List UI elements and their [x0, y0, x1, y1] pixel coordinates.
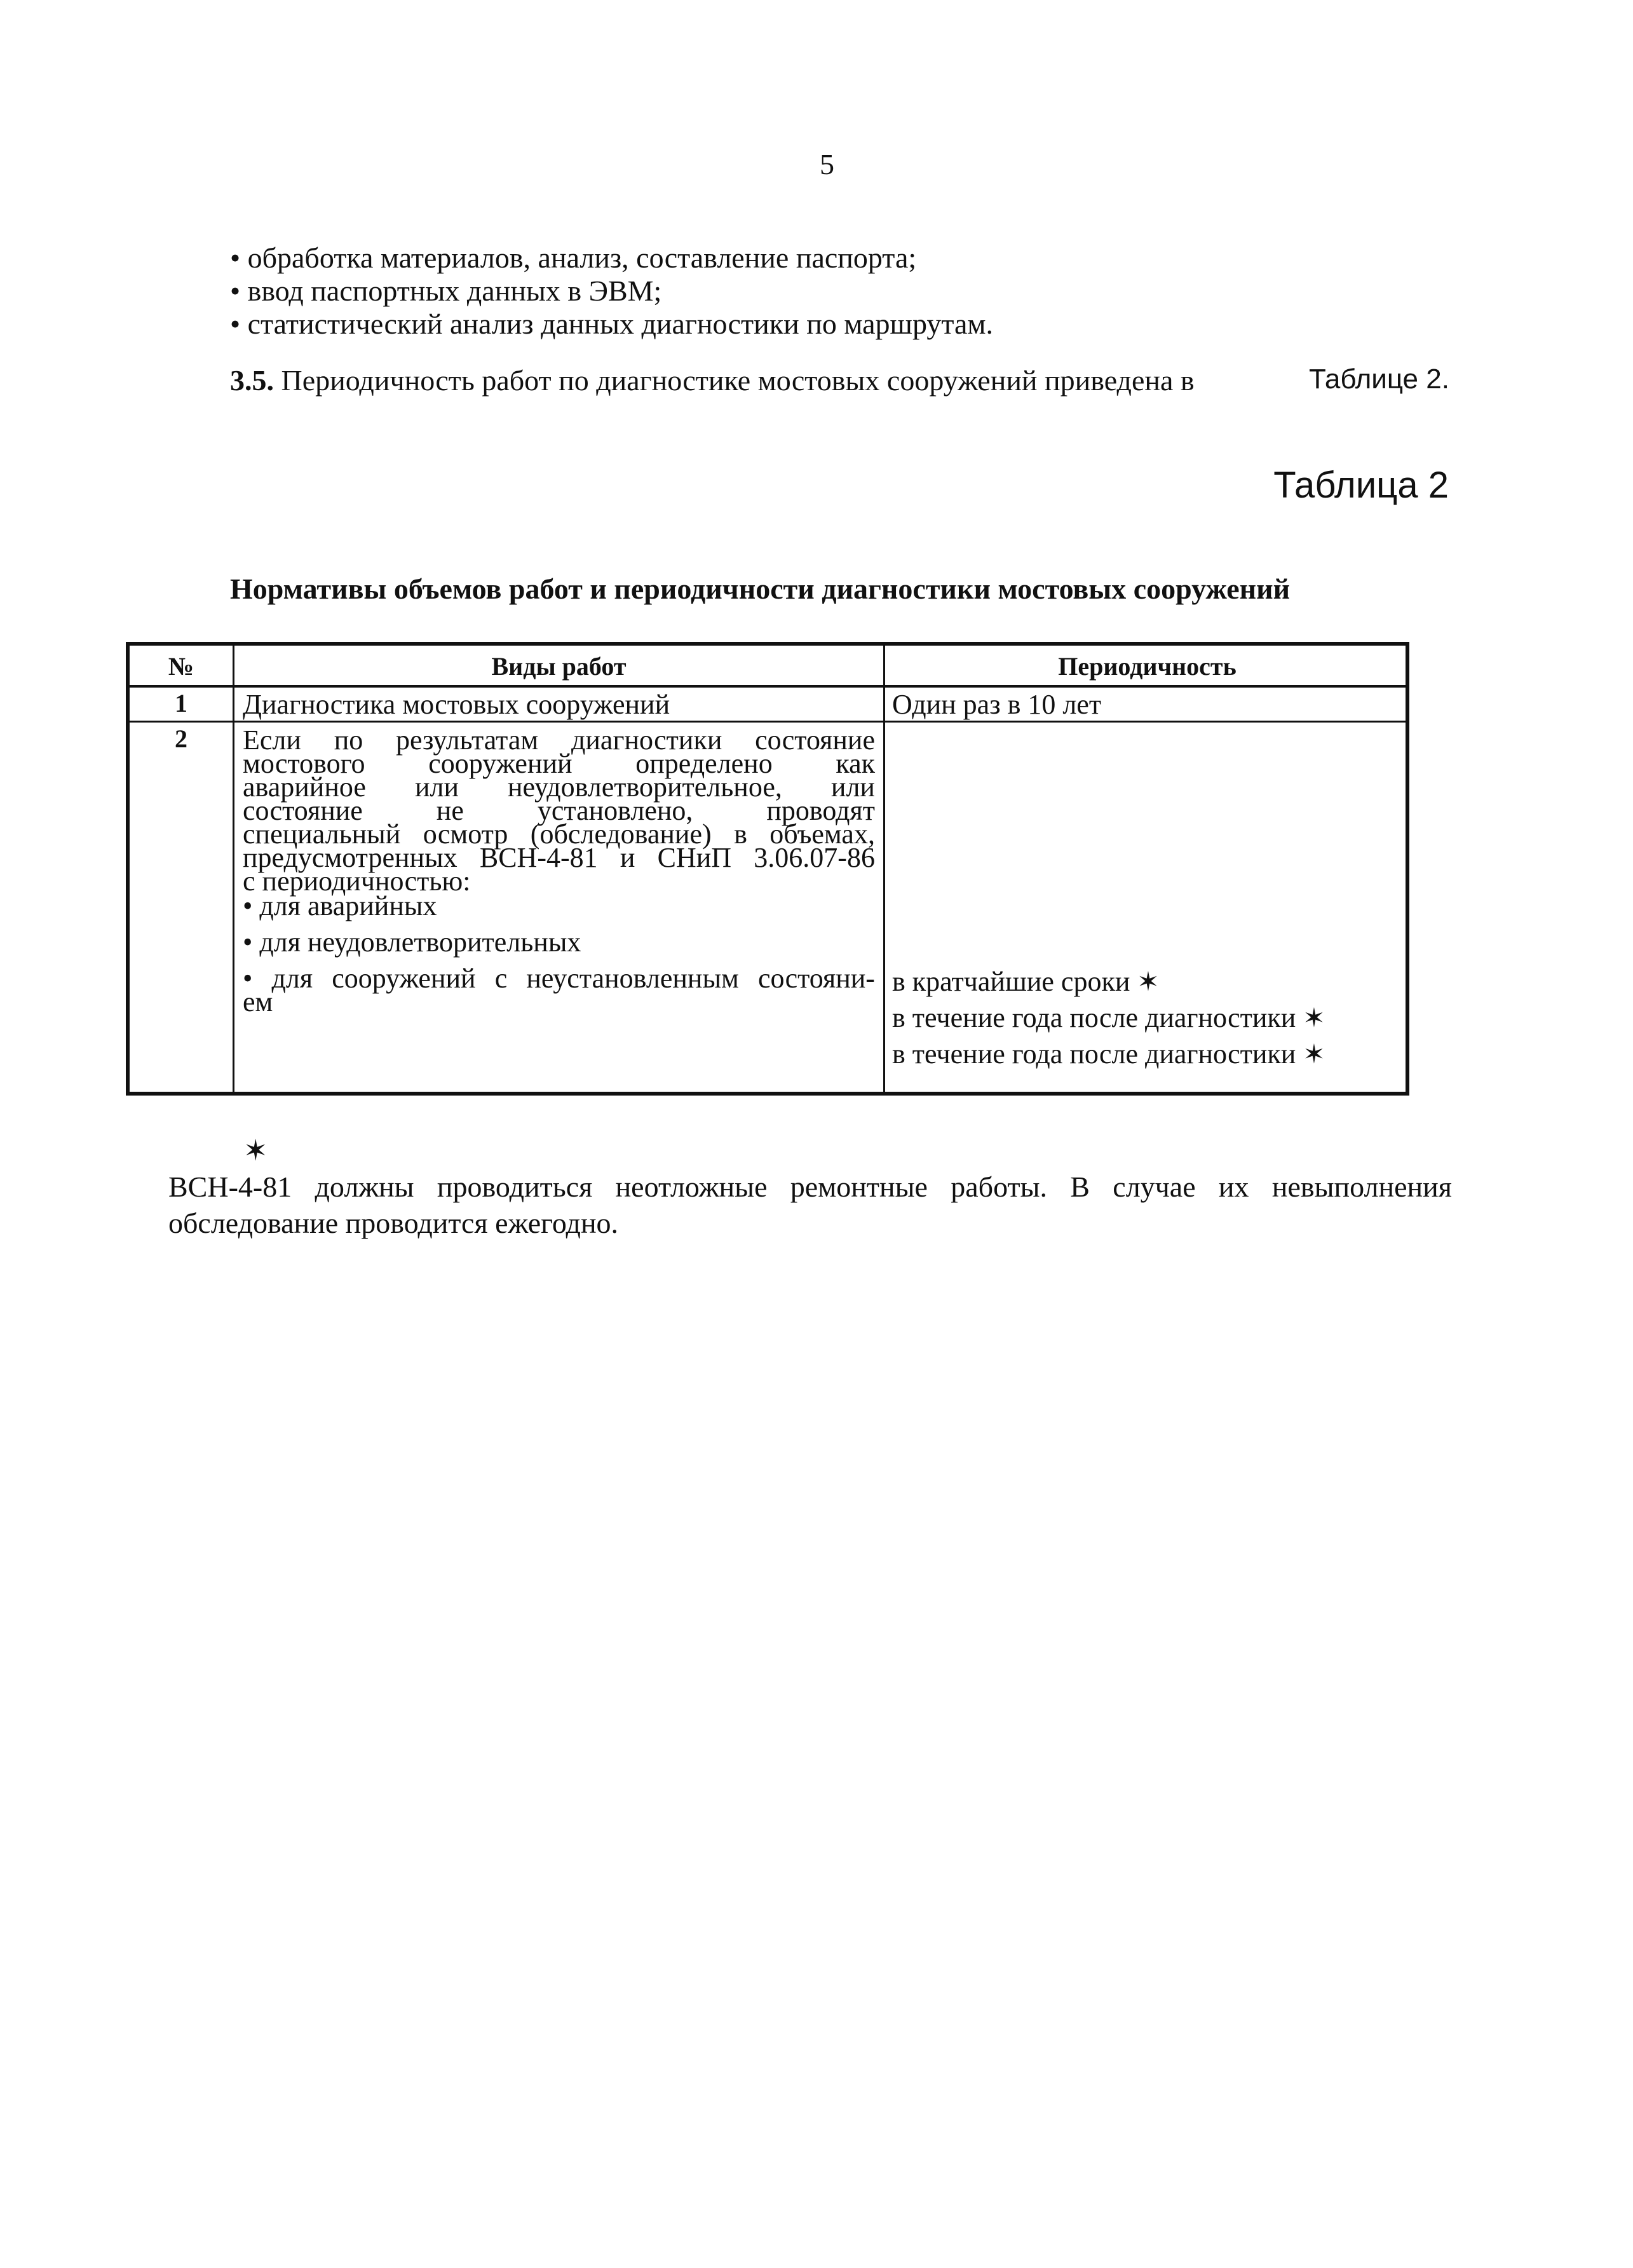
- paragraph-number: 3.5.: [230, 364, 274, 397]
- period-emergency: в кратчайшие сроки ✶: [892, 966, 1160, 997]
- work-line: аварийное или неудовлетворительное, или: [243, 771, 875, 803]
- paragraph-table-reference: Таблице 2.: [1309, 363, 1449, 395]
- work-line: состояние не установлено, проводят: [243, 795, 875, 826]
- row-number: 2: [175, 724, 187, 753]
- header-number: №: [168, 652, 194, 681]
- sub-item-unsatisfactory: • для неудовлетворительных: [243, 927, 581, 958]
- row-number: 1: [175, 689, 187, 717]
- work-line: Если по результатам диагностики состояние: [243, 724, 875, 756]
- footnote-line: ✶: [243, 1134, 268, 1167]
- table-divider: [883, 646, 885, 1092]
- paragraph-text: Периодичность работ по диагностике мостовых сооружений приведена в: [274, 364, 1195, 397]
- footnote-line: ВСН-4-81 должны проводиться неотложные ремонтные работы. В случае их невыполнения: [168, 1171, 1452, 1203]
- header-work-types: Виды работ: [491, 652, 627, 681]
- work-line: предусмотренных ВСН-4-81 и СНиП 3.06.07-86: [243, 842, 875, 873]
- work-line: с периодичностью:: [243, 866, 471, 897]
- table-divider: [130, 721, 1406, 723]
- period-unsatisfactory: в течение года после диагностики ✶: [892, 1002, 1325, 1033]
- asterisk-icon: ✶: [1303, 1038, 1325, 1069]
- work-line: мостового сооружений определено как: [243, 748, 875, 779]
- table-label: Таблица 2: [1273, 465, 1449, 506]
- period-unknown: в течение года после диагностики ✶: [892, 1038, 1325, 1069]
- sub-item-unknown-cont: ем: [243, 986, 273, 1017]
- bullet-item: • обработка материалов, анализ, составление паспорта;: [230, 241, 917, 274]
- work-line: специальный осмотр (обследование) в объемах,: [243, 818, 875, 850]
- norms-table: [126, 642, 1409, 1096]
- sub-item-unknown: • для сооружений с неустановленным состояни-: [243, 963, 875, 994]
- row-work: Диагностика мостовых сооружений: [243, 689, 670, 720]
- sub-item-emergency: • для аварийных: [243, 890, 437, 921]
- asterisk-icon: ✶: [1303, 1002, 1325, 1033]
- table-title: Нормативы объемов работ и периодичности диагностики мостовых сооружений: [230, 573, 1291, 605]
- bullet-list: [230, 241, 993, 341]
- table-divider: [233, 646, 234, 1092]
- paragraph-3-5: [230, 363, 1449, 397]
- bullet-item: • ввод паспортных данных в ЭВМ;: [230, 275, 662, 307]
- row-work: [243, 724, 875, 1017]
- table-divider: [130, 685, 1406, 688]
- asterisk-icon: ✶: [1137, 966, 1160, 997]
- footnote-line: обследование проводится ежегодно.: [168, 1207, 619, 1239]
- header-periodicity: Периодичность: [1058, 652, 1237, 681]
- bullet-item: • статистический анализ данных диагностики по маршрутам.: [230, 308, 994, 340]
- row-period: Один раз в 10 лет: [892, 689, 1102, 720]
- footnote: [168, 1132, 1452, 1241]
- page-number: 5: [820, 148, 834, 180]
